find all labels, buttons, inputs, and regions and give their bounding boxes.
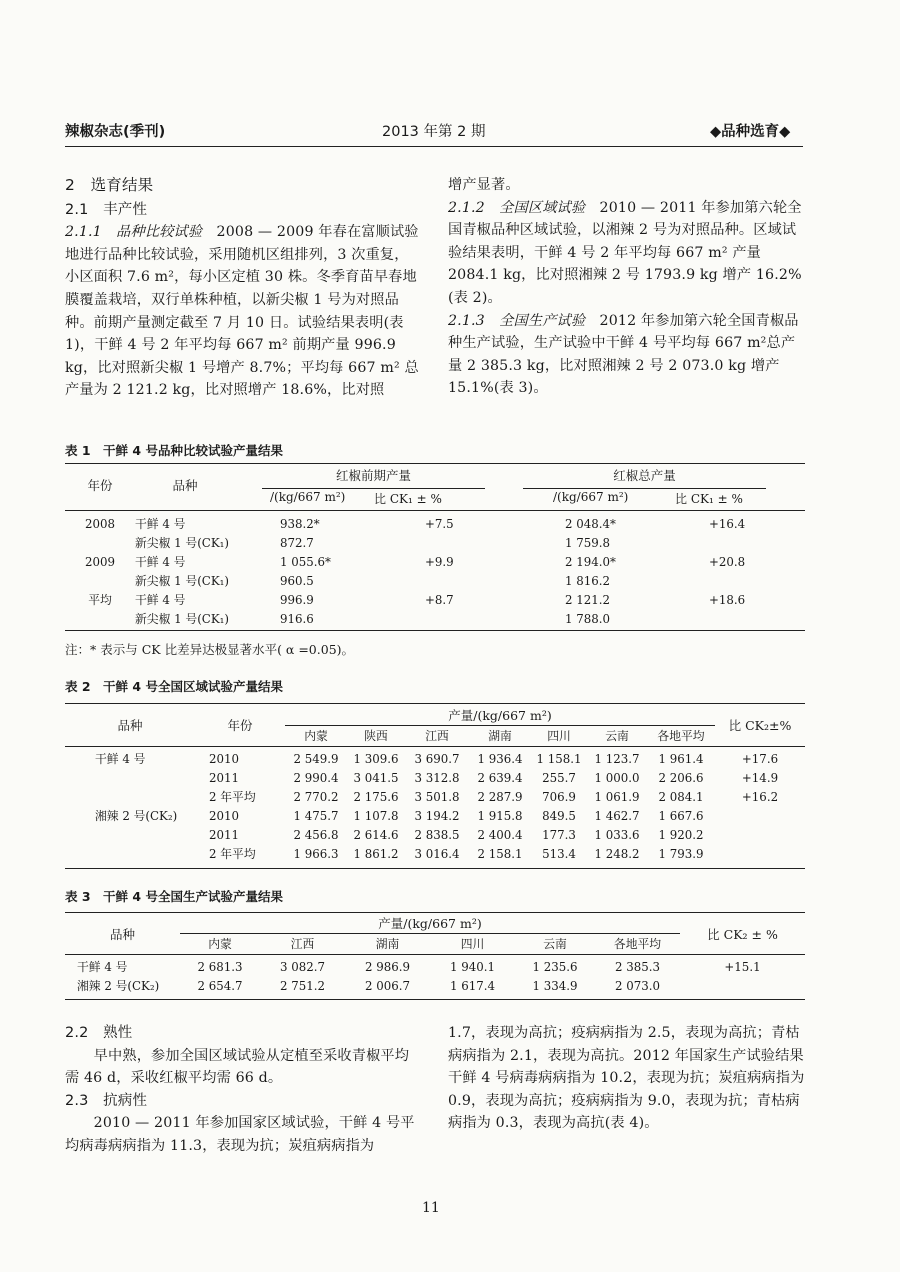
- table2-region-header: [285, 727, 715, 746]
- table2-header-rule: [65, 746, 805, 747]
- lower-left-column: [65, 1022, 420, 1158]
- table3-group-rule: [180, 933, 680, 934]
- table-row: 新尖椒 1 号(CK₁) 916.6 1 788.0: [135, 612, 611, 626]
- table1-ratio-early: 比 CK₁ ± %: [374, 492, 442, 506]
- table3-caption: 表 3 干鲜 4 号全国生产试验产量结果: [65, 889, 283, 904]
- table-row: 干鲜 4 号 2010 2 549.9 1 309.6 3 690.7 1 936.4 1 158.1 1 123.7 1 961.4 +17.6: [95, 752, 779, 766]
- table2-region: 内蒙: [304, 729, 328, 743]
- table3-region: 云南: [543, 937, 567, 951]
- table3-bottom-rule: [65, 999, 805, 1000]
- subheading-yield: 2.1 丰产性: [65, 201, 148, 218]
- table1-ratio-total: 比 CK₁ ± %: [675, 492, 743, 506]
- table3-body: [65, 958, 805, 996]
- left-column: [65, 174, 420, 402]
- table1-note: 注：* 表示与 CK 比差异达极显著水平( α =0.05)。: [65, 642, 355, 657]
- table-row: 2008 干鲜 4 号 938.2* +7.5 2 048.4* +16.4: [84, 517, 746, 531]
- table2-region: 各地平均: [657, 729, 705, 743]
- section-label: ◆品种选育◆: [710, 124, 791, 140]
- table2-body: [65, 750, 805, 864]
- paragraph-continuation: 增产显著。: [448, 177, 520, 193]
- table1-caption: 表 1 干鲜 4 号品种比较试验产量结果: [65, 443, 283, 458]
- page-number: 11: [422, 1200, 440, 1216]
- paragraph-production-trial: 2.1.3 全国生产试验 2012 年参加第六轮全国青椒品种生产试验，生产试验中干鲜 4 号平均每 667 m²总产量 2 385.3 kg，比对照湘辣 2 号 2 073.0 kg 增产 15.1%(表 3)。: [448, 312, 799, 397]
- table2-region: 江西: [425, 729, 449, 743]
- table3-region: 四川: [460, 937, 485, 951]
- table3-col-ratio: 比 CK₂ ± %: [707, 927, 778, 942]
- table1-col-total: 红椒总产量: [613, 468, 676, 483]
- table-row: 2011 2 990.4 3 041.5 3 312.8 2 639.4 255.7 1 000.0 2 206.6 +14.9: [209, 771, 779, 785]
- table2-col-year: 年份: [227, 718, 253, 733]
- table2-col-variety: 品种: [117, 718, 143, 733]
- table1-col-early: 红椒前期产量: [335, 468, 411, 483]
- table2-col-yield: 产量/(kg/667 m²): [448, 708, 552, 723]
- table1-col-year: 年份: [87, 478, 113, 493]
- table1-col-variety: 品种: [172, 478, 198, 493]
- subheading-maturity: 2.2 熟性: [65, 1025, 133, 1041]
- table-row: 湘辣 2 号(CK₂) 2010 1 475.7 1 107.8 3 194.2 1 915.8 849.5 1 462.7 1 667.6: [95, 809, 704, 823]
- table3-region: 湖南: [375, 937, 400, 951]
- table3-col-variety: 品种: [109, 927, 135, 942]
- table2-region: 湖南: [488, 729, 512, 743]
- table-row: 2 年平均 1 966.3 1 861.2 3 016.4 2 158.1 513.4 1 248.2 1 793.9: [209, 847, 704, 861]
- header-rule: [65, 146, 803, 147]
- table3-region: 各地平均: [613, 937, 662, 951]
- table1-body: [65, 515, 805, 629]
- table-row: 平均 干鲜 4 号 996.9 +8.7 2 121.2 +18.6: [88, 593, 746, 607]
- table-row: 2011 2 456.8 2 614.6 2 838.5 2 400.4 177.3 1 033.6 1 920.2: [209, 828, 704, 842]
- paragraph-variety-comparison: 2.1.1 品种比较试验 2008 — 2009 年春在富顺试验地进行品种比较试验，采用随机区组排列，3 次重复，小区面积 7.6 m²，每小区定植 30 株。冬季育苗早春地膜覆盖栽培，双行单株种植，以新尖椒 1 号为对照品种。前期产量测定截至 7 月 10 日。试验结果表明(表 1)，干鲜 4 号 2 年平均每 667 m² 前期产量 996.9 kg，比对照新尖椒 1 号增产 8.7%；平均每 667 m² 总产量为 2 121.2 kg，比对照增产 18.6%，比对照: [65, 224, 419, 399]
- table1-header-rule: [65, 510, 805, 511]
- table2-top-rule: [65, 703, 805, 704]
- table-row: 湘辣 2 号(CK₂) 2 654.7 2 751.2 2 006.7 1 617.4 1 334.9 2 073.0: [77, 979, 661, 993]
- table-row: 2 年平均 2 770.2 2 175.6 3 501.8 2 287.9 706.9 1 061.9 2 084.1 +16.2: [209, 790, 779, 804]
- table-row: 2009 干鲜 4 号 1 055.6* +9.9 2 194.0* +20.8: [84, 555, 746, 569]
- paragraph-resistance-continued: 1.7，表现为高抗；疫病病指为 2.5，表现为高抗；青枯病病指为 2.1，表现为高抗。2012 年国家生产试验结果干鲜 4 号病毒病病指为 10.2，表现为抗；炭疽病病指为 0.9，表现为高抗；疫病病指为 9.0，表现为抗；青枯病病指为 0.3，表现为高抗(表 4)。: [448, 1025, 805, 1132]
- table-row: 干鲜 4 号 2 681.3 3 082.7 2 986.9 1 940.1 1 235.6 2 385.3 +15.1: [77, 960, 761, 974]
- table2-region: 四川: [547, 729, 571, 743]
- table3-region: 内蒙: [208, 937, 232, 951]
- paragraph-maturity: 早中熟，参加全国区域试验从定植至采收青椒平均需 46 d，采收红椒平均需 66 d。: [65, 1047, 410, 1087]
- table1-group-rule-total: [523, 488, 766, 489]
- subheading-resistance: 2.3 抗病性: [65, 1092, 148, 1109]
- table2-region: 陕西: [364, 729, 388, 743]
- table1-unit-total: /(kg/667 m²): [553, 490, 629, 504]
- table-row: 新尖椒 1 号(CK₁) 960.5 1 816.2: [135, 574, 611, 588]
- right-column: [448, 174, 805, 400]
- table2-col-ratio: 比 CK₂±%: [728, 718, 792, 733]
- table2-caption: 表 2 干鲜 4 号全国区域试验产量结果: [65, 679, 283, 694]
- subsection-2-1-1: 2.1.1 品种比较试验: [65, 224, 203, 241]
- subsection-2-1-2: 2.1.2 全国区域试验: [448, 199, 586, 216]
- table2-bottom-rule: [65, 868, 805, 869]
- journal-name: 辣椒杂志(季刊): [65, 124, 166, 140]
- table-row: 新尖椒 1 号(CK₁) 872.7 1 759.8: [135, 536, 611, 550]
- table1-bottom-rule: [65, 630, 805, 631]
- table3-header-rule: [65, 954, 805, 955]
- table2-group-rule: [285, 725, 715, 726]
- lower-right-column: [448, 1022, 805, 1135]
- table3-region: 江西: [290, 937, 315, 951]
- table1-unit-early: /(kg/667 m²): [270, 490, 346, 504]
- table1-group-rule-early: [262, 488, 485, 489]
- paragraph-resistance: 2010 — 2011 年参加国家区域试验，干鲜 4 号平均病毒病病指为 11.3，表现为抗；炭疽病病指为: [65, 1115, 415, 1154]
- table1-top-rule: [65, 463, 805, 464]
- paragraph-regional-trial: 2.1.2 全国区域试验 2010 — 2011 年参加第六轮全国青椒品种区域试验，以湘辣 2 号为对照品种。区域试验结果表明，干鲜 4 号 2 年平均每 667 m² 产量 2084.1 kg，比对照湘辣 2 号 1793.9 kg 增产 16.2% (表 2)。: [448, 199, 802, 306]
- subsection-2-1-3: 2.1.3 全国生产试验: [448, 312, 586, 329]
- table3-col-yield: 产量/(kg/667 m²): [378, 916, 482, 931]
- table2-region: 云南: [605, 729, 629, 743]
- section-heading-results: 2 选育结果: [65, 176, 154, 194]
- issue-label: 2013 年第 2 期: [382, 124, 486, 140]
- table3-region-header: [180, 935, 680, 954]
